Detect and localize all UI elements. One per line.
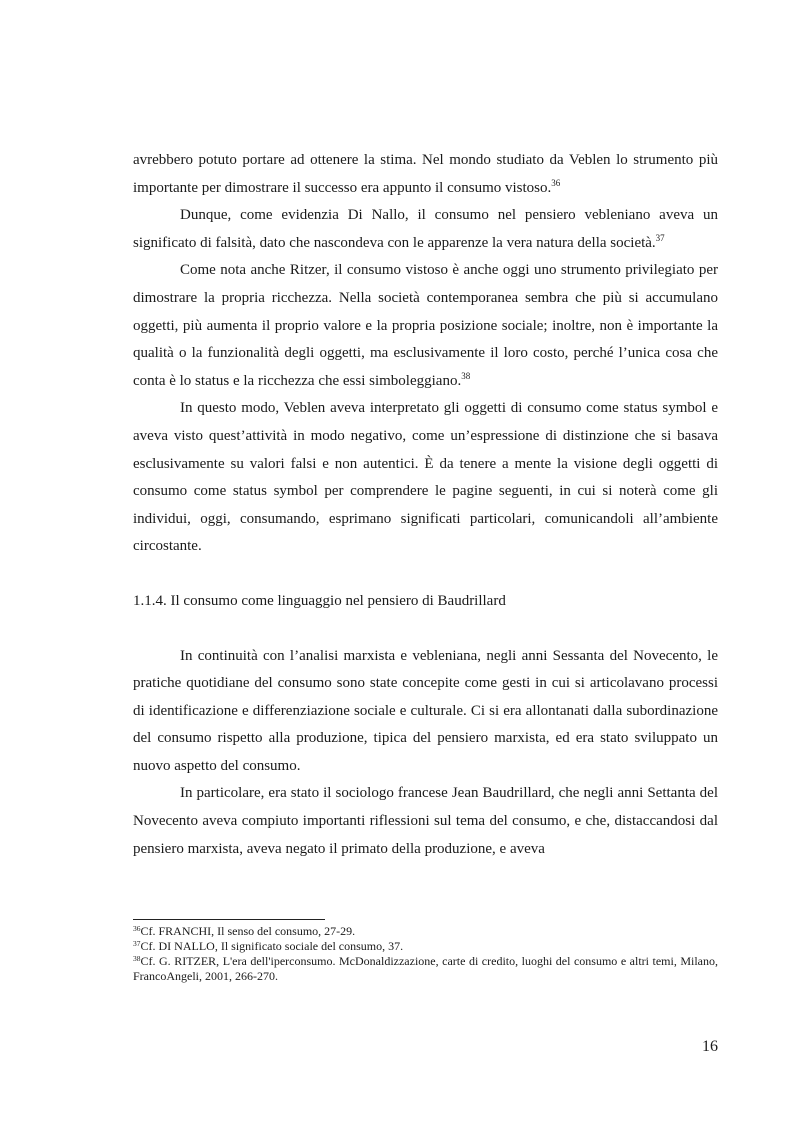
footnote-number: 38 xyxy=(133,954,141,963)
section-heading: 1.1.4. Il consumo come linguaggio nel pensiero di Baudrillard xyxy=(133,592,506,609)
footnote-ref[interactable]: 38 xyxy=(461,370,471,381)
paragraph: Dunque, come evidenzia Di Nallo, il consumo nel pensiero vebleniano aveva un significato di falsità, dato che nascondeva con le apparenze la vera natura della società.$^{37}$ xyxy=(133,207,718,251)
footnote-number: 36 xyxy=(133,924,141,933)
page-number: 16 xyxy=(702,1038,718,1055)
paragraph: In continuità con l’analisi marxista e vebleniana, negli anni Sessanta del Novecento, le pratiche quotidiane del consumo sono state concepite come gesti in cui si articolavano processi di identificazione e differenziazione sociale e culturale. Ci si era allontanati dalla subordinazione del consumo rispetto alla produzione, tipica del pensiero marxista, ed era stato sviluppato un nuovo aspetto del consumo. xyxy=(133,647,718,774)
footnote: $^{37}$Cf. DI NALLO, Il significato sociale del consumo, 37. xyxy=(133,939,404,953)
footnote: $^{36}$Cf. FRANCHI, Il senso del consumo, 27-29. xyxy=(133,924,356,938)
footnotes xyxy=(133,924,718,984)
paragraph: In particolare, era stato il sociologo francese Jean Baudrillard, che negli anni Settanta del Novecento aveva compiuto importanti riflessioni sul tema del consumo, e che, distaccandosi dal pensiero marxista, aveva negato il primato della produzione, e aveva xyxy=(133,785,718,857)
paragraph: In questo modo, Veblen aveva interpretato gli oggetti di consumo come status symbol e aveva visto quest’attività in modo negativo, come un’espressione di distinzione che si basava esclusivamente su valori falsi e non autentici. È da tenere a mente la visione degli oggetti di consumo come status symbol per comprendere le pagine seguenti, in cui si noterà come gli individui, oggi, consumando, esprimano significati particolari, comunicandoli all’ambiente circostante. xyxy=(133,400,718,555)
footnote-ref[interactable]: 36 xyxy=(551,177,561,188)
footnote-ref[interactable]: 37 xyxy=(655,232,665,243)
footnote-number: 37 xyxy=(133,939,141,948)
paragraph: Come nota anche Ritzer, il consumo vistoso è anche oggi uno strumento privilegiato per dimostrare la propria ricchezza. Nella società contemporanea sembra che più si accumulano oggetti, più aumenta il proprio valore e la propria posizione sociale; inoltre, non è importante la qualità o la funzionalità degli oggetti, ma esclusivamente il loro costo, perché l’unica cosa che conta è lo status e la ricchezza che essi simboleggiano.$^{38}$ xyxy=(133,262,718,389)
footnote: $^{38}$Cf. G. RITZER, L'era dell'iperconsumo. McDonaldizzazione, carte di credito, luoghi del consumo e altri temi, Milano, FrancoAngeli, 2001, 266-270. xyxy=(133,954,718,983)
footnote-separator xyxy=(133,919,325,920)
body-text xyxy=(133,147,718,863)
paragraph: avrebbero potuto portare ad ottenere la stima. Nel mondo studiato da Veblen lo strumento più importante per dimostrare il successo era appunto il consumo vistoso.$^{36}$ xyxy=(133,152,718,196)
